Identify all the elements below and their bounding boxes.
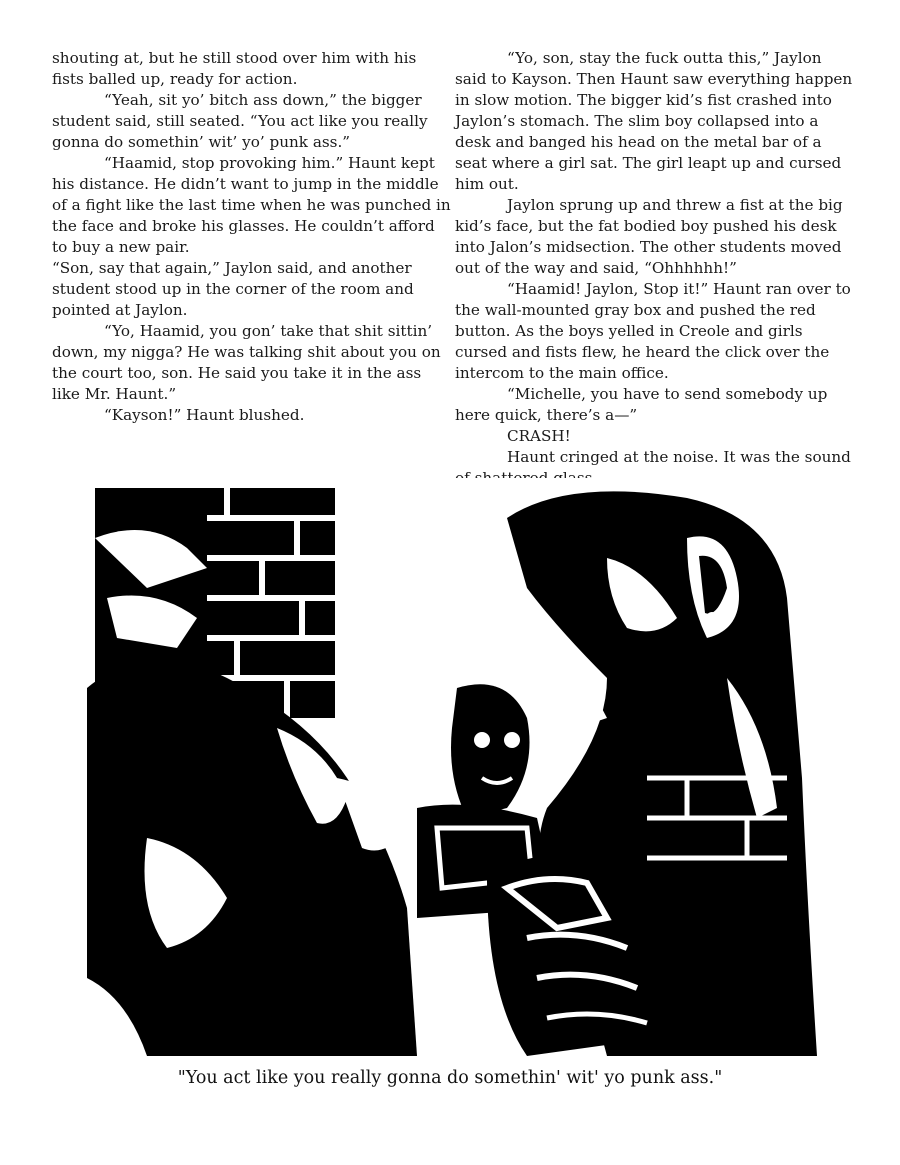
left-text-column — [52, 48, 452, 426]
paragraph: “Son, say that again,” Jaylon said, and another student stood up in the corner of the room and pointed at Jaylon. — [52, 259, 414, 319]
right-text-column — [455, 48, 855, 489]
paragraph: “Kayson!” Haunt blushed. — [104, 406, 305, 424]
illustration-caption: "You act like you really gonna do somethin' wit' yo punk ass." — [177, 1068, 723, 1088]
paragraph: “Michelle, you have to send somebody up here quick, there’s a—” — [455, 385, 828, 424]
comic-illustration — [87, 478, 817, 1056]
paragraph: shouting at, but he still stood over him with his fists balled up, ready for action. — [52, 49, 417, 88]
paragraph: Jaylon sprung up and threw a fist at the big kid’s face, but the fat bodied boy pushed his desk into Jalon’s midsection. The other students moved out of the way and said, “Ohhhhhh!” — [455, 196, 843, 277]
paragraph: “Haamid! Jaylon, Stop it!” Haunt ran over to the wall-mounted gray box and pushed the red button. As the boys yelled in Creole and girls cursed and fists flew, he heard the click over the intercom to the main office. — [455, 280, 851, 382]
paragraph: CRASH! — [507, 427, 571, 445]
paragraph: Haunt cringed at the noise. It was the sound — [507, 448, 851, 466]
paragraph: “Yo, son, stay the fuck outta this,” Jaylon said to Kayson. Then Haunt saw everything happen in slow motion. The bigger kid’s fist crashed into Jaylon’s stomach. The slim boy collapsed into a desk and banged his head on the metal bar of a seat where a girl sat. The girl leapt up and cursed him out. — [455, 49, 853, 193]
paragraph: “Yeah, sit yo’ bitch ass down,” the bigger student said, still seated. “You act like you really gonna do somethin’ wit’ yo’ punk ass.” — [52, 91, 428, 151]
paragraph: “Haamid, stop provoking him.” Haunt kept his distance. He didn’t want to jump in the middle of a fight like the last time when he was punched in the face and broke his glasses. He couldn’t afford to buy a new pair. — [52, 154, 451, 256]
paragraph: “Yo, Haamid, you gon’ take that shit sittin’ down, my nigga? He was talking shit about you on the court too, son. He said you take it in the ass like Mr. Haunt.” — [52, 322, 441, 403]
